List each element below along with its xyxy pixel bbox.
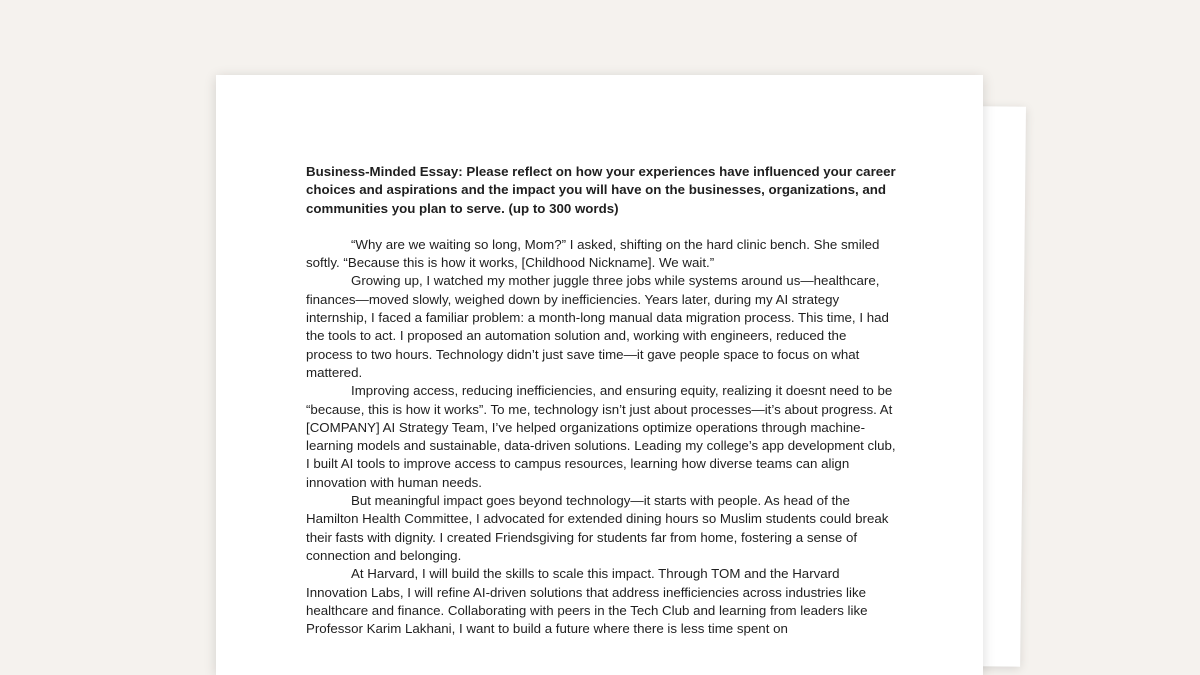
essay-paragraph: “Why are we waiting so long, Mom?” I asked, shifting on the hard clinic bench. She smiled softly. “Because this is how it works, [Childhood Nickname]. We wait.” — [306, 236, 880, 271]
essay-paragraph: At Harvard, I will build the skills to scale this impact. Through TOM and the Harvard Innovation Labs, I will refine AI-driven solutions that address inefficiencies across industries like healthcare and finance. Collaborating with peers in the Tech Club and learning from leaders like Professor Karim Lakhani, I want to build a future where there is less time spent on — [306, 566, 868, 637]
essay-body — [306, 163, 896, 638]
document-page — [216, 75, 983, 675]
essay-paragraph: But meaningful impact goes beyond technology—it starts with people. As head of the Hamilton Health Committee, I advocated for extended dining hours so Muslim students could break their fasts with dignity. I created Friendsgiving for students far from home, fostering a sense of connection and belonging. — [306, 493, 889, 563]
essay-paragraph: Improving access, reducing inefficiencies, and ensuring equity, realizing it doesnt need to be “because, this is how it works”. To me, technology isn’t just about processes—it’s about progress. At [COMPANY] AI Strategy Team, I’ve helped organizations optimize operations through machine-learning models and sustainable, data-driven solutions. Leading my college’s app development club, I built AI tools to improve access to campus resources, learning how diverse teams can align innovation with human needs. — [306, 383, 896, 490]
essay-paragraph: Growing up, I watched my mother juggle three jobs while systems around us—healthcare, finances—moved slowly, weighed down by inefficiencies. Years later, during my AI strategy internship, I faced a familiar problem: a month-long manual data migration process. This time, I had the tools to act. I proposed an automation solution and, working with engineers, reduced the process to two hours. Technology didn’t just save time—it gave people space to focus on what mattered. — [306, 273, 889, 380]
essay-prompt: Business-Minded Essay: Please reflect on how your experiences have influenced your career choices and aspirations and the impact you will have on the businesses, organizations, and communities you plan to serve. (up to 300 words) — [306, 164, 896, 216]
